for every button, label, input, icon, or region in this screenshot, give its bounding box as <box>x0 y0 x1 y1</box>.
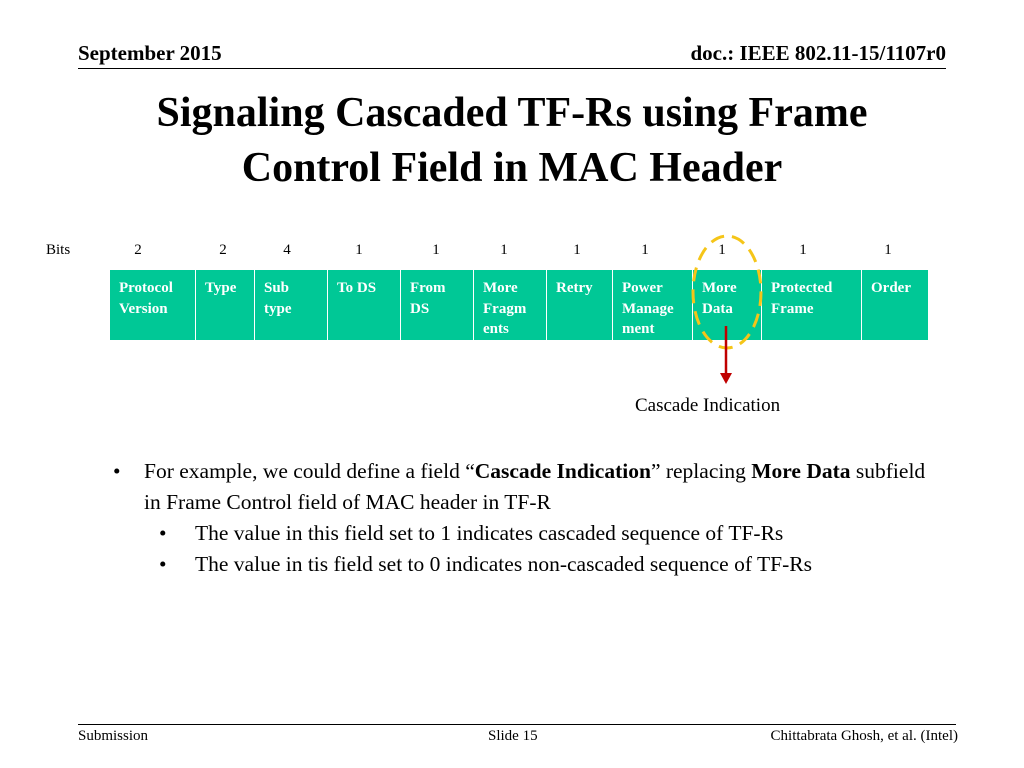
bullet-dot: • <box>113 459 121 483</box>
bullet-text: ” replacing <box>650 459 752 483</box>
bullet-sub <box>113 518 943 549</box>
field-protected-frame <box>762 270 862 340</box>
bit-count: 1 <box>884 242 892 258</box>
field-label: Order <box>871 280 911 296</box>
bullet-bold-text: Cascade Indication <box>474 459 651 483</box>
bullet-sub <box>113 549 943 580</box>
footer-submission: Submission <box>78 728 149 744</box>
bit-count: 2 <box>134 242 142 258</box>
field-more-fragments <box>474 270 547 340</box>
header-date: September 2015 <box>78 41 222 65</box>
field-label: Type <box>205 280 237 296</box>
field-label: type <box>264 300 292 317</box>
field-label: Retry <box>556 280 593 296</box>
field-type <box>196 270 255 340</box>
bullet-list <box>113 456 943 580</box>
field-label: Data <box>702 300 733 317</box>
header-divider <box>78 68 946 69</box>
bullet-dot: • <box>159 552 167 576</box>
bit-count: 1 <box>573 242 581 258</box>
field-label: More <box>483 280 518 296</box>
field-label: Sub <box>264 280 290 296</box>
field-order <box>862 270 928 340</box>
field-power-management <box>613 270 693 340</box>
bullet-bold-text: More Data <box>751 459 851 483</box>
footer-slide-number: Slide 15 <box>488 728 538 744</box>
bit-count: 1 <box>432 242 440 258</box>
field-label: Power <box>622 280 663 296</box>
field-to-ds <box>328 270 401 340</box>
bullet-text: For example, we could define a field “ <box>144 459 475 483</box>
bit-count: 1 <box>500 242 508 258</box>
field-protocol-version <box>110 270 196 340</box>
field-subtype <box>255 270 328 340</box>
bit-count: 1 <box>355 242 363 258</box>
field-label: Protocol <box>119 280 173 296</box>
field-label: ents <box>483 321 509 337</box>
bullet-text: subfield in Frame Control field of MAC header in TF-R <box>144 459 926 514</box>
field-label: Version <box>119 300 168 317</box>
field-label: Fragm <box>483 300 527 317</box>
field-label: To DS <box>337 280 377 296</box>
footer-divider <box>78 724 956 725</box>
header-doc-id: doc.: IEEE 802.11-15/1107r0 <box>690 41 946 65</box>
bit-count: 2 <box>219 242 227 258</box>
field-label: More <box>702 280 737 296</box>
bullet-main <box>113 456 943 518</box>
field-label: Manage <box>622 300 674 317</box>
bit-count: 1 <box>799 242 807 258</box>
field-label: Protected <box>771 280 833 296</box>
bullet-text: The value in tis field set to 0 indicates non-cascaded sequence of TF-Rs <box>195 552 812 576</box>
field-label: Frame <box>771 300 814 317</box>
field-retry <box>547 270 613 340</box>
cascade-indication-label: Cascade Indication <box>635 395 781 416</box>
title-line-1: Signaling Cascaded TF-Rs using Frame <box>156 90 868 136</box>
bit-count: 1 <box>718 242 726 258</box>
footer-authors: Chittabrata Ghosh, et al. (Intel) <box>770 728 958 744</box>
bullet-text: The value in this field set to 1 indicates cascaded sequence of TF-Rs <box>195 521 784 545</box>
title-line-2: Control Field in MAC Header <box>241 145 783 191</box>
bullet-dot: • <box>159 521 167 545</box>
slide-title <box>0 86 1024 196</box>
field-label: ment <box>622 321 655 337</box>
field-label: From <box>410 280 446 296</box>
bits-label: Bits <box>46 242 71 258</box>
bit-count: 4 <box>283 242 291 258</box>
field-from-ds <box>401 270 474 340</box>
bit-count: 1 <box>641 242 649 258</box>
cascade-arrow <box>715 326 737 386</box>
field-label: DS <box>410 300 430 317</box>
